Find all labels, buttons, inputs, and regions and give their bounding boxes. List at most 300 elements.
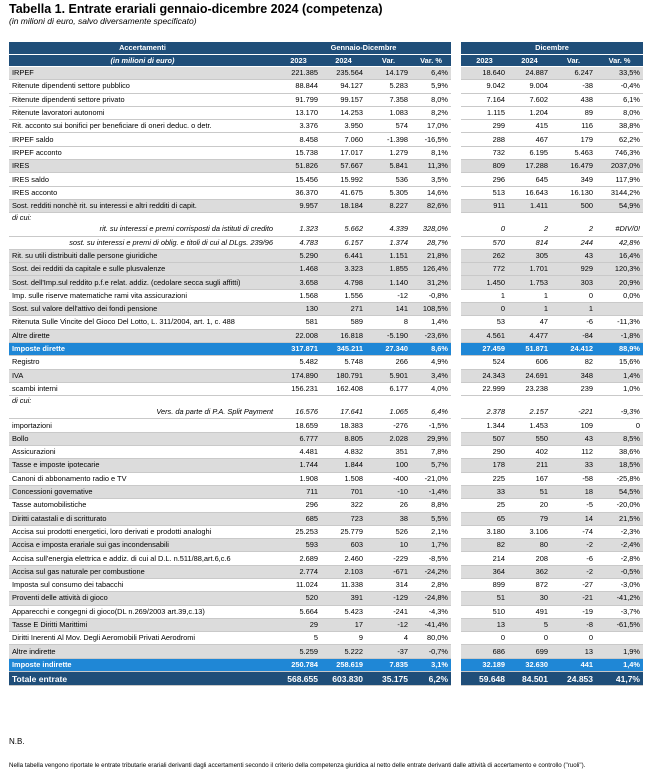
cell-dic-2023: 4.561 [461, 329, 508, 342]
row-label: Apparecchi e congegni di gioco(DL n.269/2003 art.39,c.13) [9, 605, 276, 618]
header-accertamenti: Accertamenti [9, 42, 276, 54]
cell-dic-2024: 20 [508, 499, 551, 512]
column-gap [451, 618, 461, 631]
cell-dic-var-pct: -1,8% [596, 329, 643, 342]
cell-dic-2023: 51 [461, 592, 508, 605]
cell-gd-var: -1.398 [366, 133, 411, 146]
cell-dic-2024: 415 [508, 120, 551, 133]
cell-dic-2024: 491 [508, 605, 551, 618]
column-gap [451, 173, 461, 186]
cell-gd-2023: 581 [276, 316, 321, 329]
subtotal-row [9, 658, 643, 671]
table-row [9, 419, 643, 432]
cell-dic-2024: 4.477 [508, 329, 551, 342]
header-col-2024: 2024 [508, 54, 551, 67]
cell-dic-2024: 467 [508, 133, 551, 146]
cell-gd-var-pct: 3,4% [411, 369, 451, 382]
cell-gd-2023: 25.253 [276, 525, 321, 538]
cell-gd-2023: 88.844 [276, 80, 321, 93]
cell-gd-var-pct: 126,4% [411, 263, 451, 276]
cell-gd-2024: 9 [321, 632, 366, 645]
cell-gd-2024: 8.805 [321, 432, 366, 445]
footnote: Nella tabella vengono riportate le entrate tributarie erariali derivanti dagli accertamenti secondo il criterio della competenza giuridica al netto delle entrate derivanti dalle attività di accertamento e controllo ("ruoli"). [9, 762, 586, 769]
column-gap [451, 199, 461, 212]
cell-gd-2023: 593 [276, 539, 321, 552]
cell-gd-var: 5.305 [366, 186, 411, 199]
table-row [9, 93, 643, 106]
cell-dic-var-pct [596, 396, 643, 407]
cell-dic-var: 24.853 [551, 672, 596, 686]
cell-dic-var-pct: 117,9% [596, 173, 643, 186]
column-gap [451, 106, 461, 119]
cell-dic-2024: 17.288 [508, 160, 551, 173]
cell-gd-var: 7.358 [366, 93, 411, 106]
column-gap [451, 658, 461, 671]
cell-dic-2024: 23.238 [508, 382, 551, 395]
cell-dic-2024: 24.691 [508, 369, 551, 382]
header-col-var: Var. [551, 54, 596, 67]
cell-gd-var-pct: 1,7% [411, 539, 451, 552]
row-label: Sost. redditi nonchè rit. su interessi e altri redditi di capit. [9, 199, 276, 212]
table-row [9, 512, 643, 525]
cell-gd-2024: 1.844 [321, 459, 366, 472]
row-label: rit. su interessi e premi corrisposti da istituti di credito [9, 223, 276, 236]
row-label: Altre indirette [9, 645, 276, 658]
cell-dic-var-pct: 3144,2% [596, 186, 643, 199]
column-gap [451, 459, 461, 472]
cell-dic-2023: 911 [461, 199, 508, 212]
cell-dic-var: 82 [551, 356, 596, 369]
column-gap [451, 120, 461, 133]
cell-dic-var: -221 [551, 406, 596, 419]
cell-dic-var: -21 [551, 592, 596, 605]
column-gap [451, 632, 461, 645]
cell-dic-2023 [461, 396, 508, 407]
column-gap [451, 565, 461, 578]
header-col-var-pct: Var. % [596, 54, 643, 67]
cell-gd-var: 351 [366, 446, 411, 459]
row-label: Tasse E Diritti Marittimi [9, 618, 276, 631]
column-gap [451, 552, 461, 565]
cell-dic-var: 18 [551, 485, 596, 498]
table-row [9, 382, 643, 395]
cell-dic-var-pct: 1,9% [596, 645, 643, 658]
row-label: Rit. acconto sui bonifici per beneficiare di oneri deduc. o detr. [9, 120, 276, 133]
table-row [9, 552, 643, 565]
cell-gd-var: -276 [366, 419, 411, 432]
row-label: sost. su interessi e premi di oblig. e titoli di cui al DLgs. 239/96 [9, 236, 276, 249]
cell-dic-var-pct: -2,4% [596, 539, 643, 552]
cell-gd-var-pct: -16,5% [411, 133, 451, 146]
cell-dic-var-pct: -0,5% [596, 565, 643, 578]
cell-dic-2024: 3.106 [508, 525, 551, 538]
cell-dic-var: 6.247 [551, 67, 596, 80]
cell-gd-2024: 5.748 [321, 356, 366, 369]
table-row [9, 485, 643, 498]
cell-dic-2023: 18.640 [461, 67, 508, 80]
table-row [9, 539, 643, 552]
header-col-var-pct: Var. % [411, 54, 451, 67]
cell-gd-2024: 701 [321, 485, 366, 498]
cell-gd-var: 8 [366, 316, 411, 329]
cell-dic-var: 89 [551, 106, 596, 119]
cell-dic-var: 16.479 [551, 160, 596, 173]
cell-dic-2023: 1.344 [461, 419, 508, 432]
cell-dic-2024: 211 [508, 459, 551, 472]
cell-gd-var-pct: -1,4% [411, 485, 451, 498]
cell-gd-var: -5.190 [366, 329, 411, 342]
cell-dic-var: 348 [551, 369, 596, 382]
cell-gd-2024: 18.184 [321, 199, 366, 212]
cell-gd-2024: 180.791 [321, 369, 366, 382]
cell-dic-2024: 24.887 [508, 67, 551, 80]
cell-dic-2023: 1.450 [461, 276, 508, 289]
cell-gd-var: 1.140 [366, 276, 411, 289]
row-label: Tasse e imposte ipotecarie [9, 459, 276, 472]
cell-dic-var-pct: 2037,0% [596, 160, 643, 173]
cell-dic-var-pct: 1,0% [596, 382, 643, 395]
cell-gd-var: 314 [366, 578, 411, 591]
column-gap [451, 249, 461, 262]
cell-gd-2024: 2.103 [321, 565, 366, 578]
cell-gd-2024: 4.798 [321, 276, 366, 289]
cell-gd-var: 2.028 [366, 432, 411, 445]
cell-dic-var-pct: -20,0% [596, 499, 643, 512]
column-gap [451, 485, 461, 498]
cell-gd-var: -229 [366, 552, 411, 565]
cell-dic-var-pct: -25,8% [596, 472, 643, 485]
cell-gd-2024: 5.423 [321, 605, 366, 618]
cell-dic-2023: 513 [461, 186, 508, 199]
cell-dic-2023: 3.180 [461, 525, 508, 538]
cell-dic-var-pct [596, 632, 643, 645]
cell-dic-var: 438 [551, 93, 596, 106]
row-label: Sost. dei redditi da capitale e sulle plusvalenze [9, 263, 276, 276]
column-gap [451, 263, 461, 276]
cell-gd-var-pct: -24,2% [411, 565, 451, 578]
column-gap [451, 146, 461, 159]
column-gap [451, 645, 461, 658]
column-gap [451, 592, 461, 605]
cell-gd-2023: 1.468 [276, 263, 321, 276]
cell-gd-var: 5.841 [366, 160, 411, 173]
row-label: Rit. su utili distribuiti dalle persone giuridiche [9, 249, 276, 262]
cell-gd-var-pct: -24,8% [411, 592, 451, 605]
column-gap [451, 406, 461, 419]
total-row [9, 672, 643, 686]
cell-gd-2024: 723 [321, 512, 366, 525]
cell-dic-2023: 32.189 [461, 658, 508, 671]
table-row [9, 276, 643, 289]
row-label: IRPEF acconto [9, 146, 276, 159]
cell-dic-var: 929 [551, 263, 596, 276]
cell-dic-var-pct: 15,6% [596, 356, 643, 369]
cell-dic-var-pct: 38,8% [596, 120, 643, 133]
cell-dic-var: 43 [551, 432, 596, 445]
cell-dic-var: 239 [551, 382, 596, 395]
cell-dic-2023: 59.648 [461, 672, 508, 686]
cell-gd-2024: 4.832 [321, 446, 366, 459]
cell-dic-var: 0 [551, 632, 596, 645]
cell-gd-var-pct: 31,2% [411, 276, 451, 289]
row-label: Diritti Inerenti Al Mov. Degli Aeromobili Privati Aerodromi [9, 632, 276, 645]
cell-dic-var-pct: 18,5% [596, 459, 643, 472]
table-row [9, 406, 643, 419]
cell-gd-2023: 15.456 [276, 173, 321, 186]
column-gap [451, 93, 461, 106]
cell-gd-var-pct: 8,6% [411, 342, 451, 355]
cell-dic-2023: 299 [461, 120, 508, 133]
column-gap [451, 303, 461, 316]
cell-gd-2024: 94.127 [321, 80, 366, 93]
header-row-columns [9, 54, 643, 67]
cell-gd-var: 26 [366, 499, 411, 512]
cell-gd-var-pct: 3,5% [411, 173, 451, 186]
cell-dic-2023: 53 [461, 316, 508, 329]
column-gap [451, 446, 461, 459]
table-row [9, 289, 643, 302]
cell-gd-var-pct: -4,3% [411, 605, 451, 618]
column-gap [451, 512, 461, 525]
column-gap [451, 54, 461, 67]
cell-gd-var-pct: -23,6% [411, 329, 451, 342]
cell-dic-var: 5.463 [551, 146, 596, 159]
cell-dic-2024: 5 [508, 618, 551, 631]
column-gap [451, 432, 461, 445]
cell-dic-2023: 296 [461, 173, 508, 186]
cell-dic-2023: 570 [461, 236, 508, 249]
cell-gd-2023: 91.799 [276, 93, 321, 106]
cell-dic-var-pct: 62,2% [596, 133, 643, 146]
cell-gd-var: -671 [366, 565, 411, 578]
column-gap [451, 342, 461, 355]
row-label: Diritti catastali e di scritturato [9, 512, 276, 525]
cell-dic-2024: 1.204 [508, 106, 551, 119]
cell-gd-2024: 57.667 [321, 160, 366, 173]
cell-dic-var: 13 [551, 645, 596, 658]
cell-gd-var: 574 [366, 120, 411, 133]
table-row [9, 578, 643, 591]
table-row [9, 236, 643, 249]
cell-gd-2023: 3.658 [276, 276, 321, 289]
cell-gd-var-pct: -41,4% [411, 618, 451, 631]
column-gap [451, 356, 461, 369]
cell-gd-var-pct: 1,4% [411, 316, 451, 329]
cell-gd-var: 5.901 [366, 369, 411, 382]
cell-gd-2023: 250.784 [276, 658, 321, 671]
column-gap [451, 133, 461, 146]
cell-dic-var-pct: 0 [596, 419, 643, 432]
cell-gd-2024: 589 [321, 316, 366, 329]
cell-gd-var: -12 [366, 289, 411, 302]
cell-dic-var: 2 [551, 223, 596, 236]
cell-gd-var: 1.151 [366, 249, 411, 262]
cell-gd-var-pct [411, 396, 451, 407]
cell-gd-2023: 9.957 [276, 199, 321, 212]
table-row [9, 249, 643, 262]
cell-gd-var-pct: -1,5% [411, 419, 451, 432]
cell-gd-2024: 3.323 [321, 263, 366, 276]
cell-dic-var-pct: 1,4% [596, 658, 643, 671]
table-row [9, 160, 643, 173]
cell-dic-2023: 899 [461, 578, 508, 591]
row-label: Proventi delle attività di gioco [9, 592, 276, 605]
cell-gd-2023: 18.659 [276, 419, 321, 432]
cell-dic-2024: 30 [508, 592, 551, 605]
cell-dic-2024: 84.501 [508, 672, 551, 686]
row-label: Imp. sulle riserve matematiche rami vita assicurazioni [9, 289, 276, 302]
table-row [9, 432, 643, 445]
cell-dic-var-pct [596, 303, 643, 316]
cell-gd-2024 [321, 396, 366, 407]
table-row [9, 213, 643, 224]
cell-gd-2023: 29 [276, 618, 321, 631]
cell-gd-2024: 15.992 [321, 173, 366, 186]
cell-dic-2024: 79 [508, 512, 551, 525]
cell-gd-2023: 1.323 [276, 223, 321, 236]
table-row [9, 499, 643, 512]
cell-gd-2024: 2.460 [321, 552, 366, 565]
cell-dic-2024: 167 [508, 472, 551, 485]
nb-label: N.B. [9, 737, 25, 746]
cell-gd-2023: 1.568 [276, 289, 321, 302]
table-row [9, 133, 643, 146]
table-row [9, 356, 643, 369]
cell-gd-var: -12 [366, 618, 411, 631]
cell-dic-2024: 814 [508, 236, 551, 249]
cell-dic-2024 [508, 213, 551, 224]
row-label: importazioni [9, 419, 276, 432]
header-col-2023: 2023 [276, 54, 321, 67]
column-gap [451, 396, 461, 407]
cell-gd-var-pct: 82,6% [411, 199, 451, 212]
cell-gd-2024: 345.211 [321, 342, 366, 355]
table-row [9, 329, 643, 342]
cell-dic-var: 24.412 [551, 342, 596, 355]
cell-dic-2024: 2 [508, 223, 551, 236]
cell-gd-2023: 2.774 [276, 565, 321, 578]
table-row [9, 618, 643, 631]
cell-dic-var-pct: -3,7% [596, 605, 643, 618]
cell-dic-var-pct: -41,2% [596, 592, 643, 605]
column-gap [451, 213, 461, 224]
cell-dic-var: -2 [551, 565, 596, 578]
cell-dic-var-pct: 41,7% [596, 672, 643, 686]
cell-dic-2024: 305 [508, 249, 551, 262]
cell-gd-var-pct: -0,8% [411, 289, 451, 302]
cell-dic-var: 244 [551, 236, 596, 249]
cell-gd-2023: 5.482 [276, 356, 321, 369]
cell-dic-2024: 0 [508, 632, 551, 645]
cell-gd-2024: 258.619 [321, 658, 366, 671]
cell-gd-2023: 711 [276, 485, 321, 498]
cell-gd-var-pct: 80,0% [411, 632, 451, 645]
cell-gd-2023: 317.871 [276, 342, 321, 355]
cell-gd-var: 8.227 [366, 199, 411, 212]
cell-gd-2023: 156.231 [276, 382, 321, 395]
cell-dic-2023: 24.343 [461, 369, 508, 382]
cell-dic-var-pct: 88,9% [596, 342, 643, 355]
cell-dic-2023: 809 [461, 160, 508, 173]
cell-dic-2023: 510 [461, 605, 508, 618]
cell-gd-var: -10 [366, 485, 411, 498]
cell-dic-var [551, 396, 596, 407]
cell-dic-var: -6 [551, 552, 596, 565]
cell-dic-2024: 16.643 [508, 186, 551, 199]
cell-gd-2024: 6.157 [321, 236, 366, 249]
cell-dic-2023: 25 [461, 499, 508, 512]
cell-gd-var-pct: 7,8% [411, 446, 451, 459]
cell-gd-2023: 2.689 [276, 552, 321, 565]
cell-gd-2023: 1.908 [276, 472, 321, 485]
row-label: Totale entrate [9, 672, 276, 686]
cell-dic-2023: 1.115 [461, 106, 508, 119]
cell-gd-2024 [321, 213, 366, 224]
cell-gd-var: -400 [366, 472, 411, 485]
cell-gd-2024: 603 [321, 539, 366, 552]
cell-dic-2023: 0 [461, 632, 508, 645]
cell-gd-var: 266 [366, 356, 411, 369]
cell-gd-var: 1.083 [366, 106, 411, 119]
column-gap [451, 382, 461, 395]
cell-dic-var-pct: -2,3% [596, 525, 643, 538]
cell-gd-2023: 13.170 [276, 106, 321, 119]
cell-dic-2023: 524 [461, 356, 508, 369]
cell-dic-var: -84 [551, 329, 596, 342]
cell-gd-2024: 16.818 [321, 329, 366, 342]
cell-gd-2023: 8.458 [276, 133, 321, 146]
table-row [9, 645, 643, 658]
table-row [9, 459, 643, 472]
cell-dic-2024: 1 [508, 303, 551, 316]
cell-dic-2024: 362 [508, 565, 551, 578]
cell-dic-2023: 0 [461, 223, 508, 236]
cell-dic-2024: 6.195 [508, 146, 551, 159]
cell-dic-2024: 51 [508, 485, 551, 498]
cell-gd-var: 1.374 [366, 236, 411, 249]
cell-dic-var-pct: 8,5% [596, 432, 643, 445]
column-gap [451, 329, 461, 342]
cell-gd-var-pct: 8,1% [411, 146, 451, 159]
cell-gd-var-pct: 8,0% [411, 93, 451, 106]
cell-gd-2023: 51.826 [276, 160, 321, 173]
cell-gd-2023 [276, 213, 321, 224]
table-row [9, 472, 643, 485]
row-label: Bollo [9, 432, 276, 445]
table-body [9, 67, 643, 686]
cell-dic-var-pct: -61,5% [596, 618, 643, 631]
cell-gd-2023: 22.008 [276, 329, 321, 342]
header-unit: (in milioni di euro) [9, 54, 276, 67]
cell-gd-2023: 5.290 [276, 249, 321, 262]
cell-dic-2024: 32.630 [508, 658, 551, 671]
row-label: Imposta sul consumo dei tabacchi [9, 578, 276, 591]
cell-dic-2024: 47 [508, 316, 551, 329]
cell-gd-var-pct: 14,6% [411, 186, 451, 199]
cell-gd-2024: 603.830 [321, 672, 366, 686]
cell-dic-var: -2 [551, 539, 596, 552]
cell-gd-2023: 1.744 [276, 459, 321, 472]
cell-gd-2023: 16.576 [276, 406, 321, 419]
cell-gd-var: 10 [366, 539, 411, 552]
cell-gd-2024: 391 [321, 592, 366, 605]
row-label: di cui: [12, 213, 32, 223]
row-label: Assicurazioni [9, 446, 276, 459]
column-gap [451, 276, 461, 289]
cell-gd-var: 6.177 [366, 382, 411, 395]
column-gap [451, 605, 461, 618]
row-label: Concessioni governative [9, 485, 276, 498]
